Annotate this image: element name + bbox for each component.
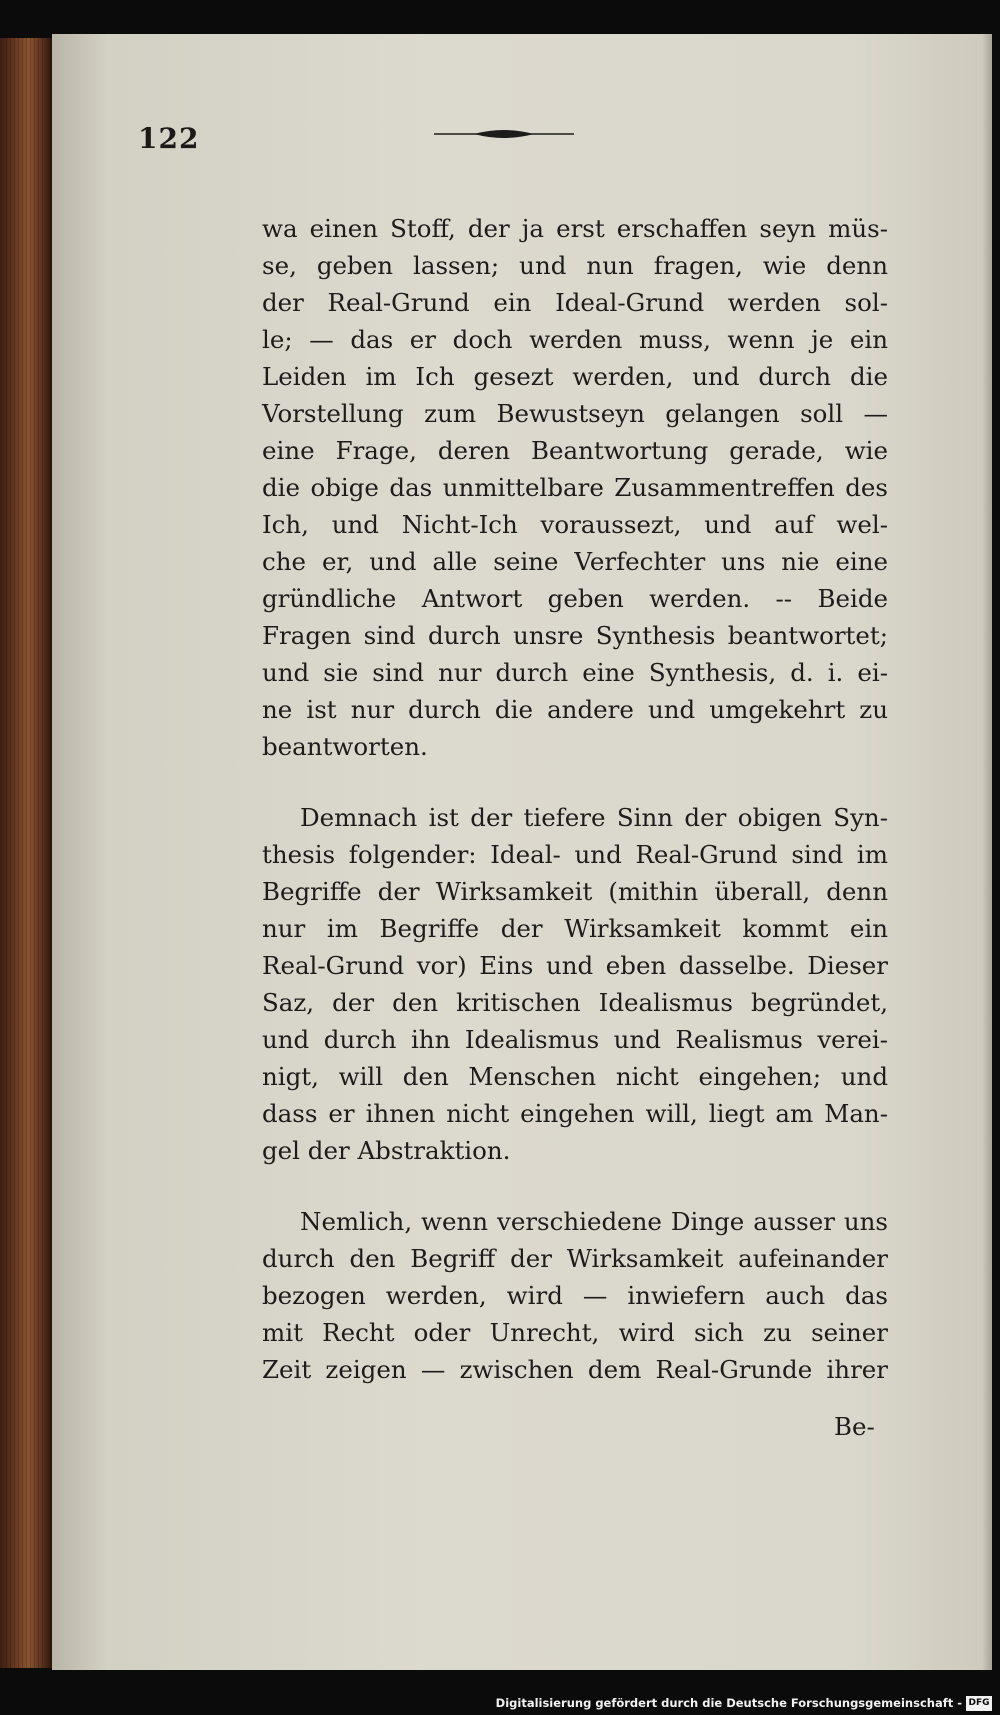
paragraph	[262, 210, 888, 765]
text-line: Nemlich, wenn verschiedene Dinge ausser uns	[300, 1207, 888, 1236]
text-line: Zeit zeigen — zwischen dem Real-Grunde ihrer	[262, 1355, 888, 1384]
text-line: Fragen sind durch unsre Synthesis beantwortet;	[262, 621, 888, 650]
text-line: le; — das er doch werden muss, wenn je ein	[262, 325, 888, 354]
paragraph-gap	[262, 1169, 888, 1203]
text-line: gründliche Antwort geben werden. -- Beide	[262, 584, 888, 613]
text-line: thesis folgender: Ideal- und Real-Grund sind im	[262, 840, 888, 869]
text-line: Begriffe der Wirksamkeit (mithin überall, denn	[262, 877, 888, 906]
text-line: wa einen Stoff, der ja erst erschaffen seyn müs-	[262, 214, 888, 243]
text-line: nur im Begriffe der Wirksamkeit kommt ein	[262, 914, 888, 943]
text-line: bezogen werden, wird — inwiefern auch das	[262, 1281, 888, 1310]
dfg-logo-icon: DFG	[966, 1696, 992, 1711]
text-line: Ich, und Nicht-Ich voraussezt, und auf wel-	[262, 510, 888, 539]
book-page-edges	[6, 38, 46, 1668]
text-line: Real-Grund vor) Eins und eben dasselbe. Dieser	[262, 951, 888, 980]
text-line: nigt, will den Menschen nicht eingehen; und	[262, 1062, 888, 1091]
text-line: Leiden im Ich gesezt werden, und durch die	[262, 362, 888, 391]
page-number: 122	[138, 122, 200, 155]
paragraph	[262, 799, 888, 1169]
text-line: und durch ihn Idealismus und Realismus verei-	[262, 1025, 888, 1054]
text-line: und sie sind nur durch eine Synthesis, d. i. ei-	[262, 658, 888, 687]
text-line: beantworten.	[262, 732, 428, 761]
header-ornament-icon	[434, 128, 574, 140]
page-gutter-shadow	[982, 34, 992, 1670]
text-line: die obige das unmittelbare Zusammentreffen des	[262, 473, 888, 502]
text-line: durch den Begriff der Wirksamkeit aufeinander	[262, 1244, 888, 1273]
text-line: se, geben lassen; und nun fragen, wie denn	[262, 251, 888, 280]
paragraph-gap	[262, 765, 888, 799]
page-text	[262, 210, 888, 1388]
footer-credit: Digitalisierung gefördert durch die Deutsche Forschungsgemeinschaft -	[495, 1696, 962, 1710]
text-line: der Real-Grund ein Ideal-Grund werden sol-	[262, 288, 888, 317]
paragraph	[262, 1203, 888, 1388]
text-line: eine Frage, deren Beantwortung gerade, wie	[262, 436, 888, 465]
text-line: dass er ihnen nicht eingehen will, liegt am Man-	[262, 1099, 888, 1128]
text-line: Vorstellung zum Bewustseyn gelangen soll —	[262, 399, 888, 428]
text-line: che er, und alle seine Verfechter uns nie eine	[262, 547, 888, 576]
text-line: gel der Abstraktion.	[262, 1136, 511, 1165]
footer-bar	[0, 1693, 1000, 1715]
text-line: Saz, der den kritischen Idealismus begründet,	[262, 988, 888, 1017]
text-line: ne ist nur durch die andere und umgekehrt zu	[262, 695, 888, 724]
page-header	[138, 122, 898, 162]
text-line: mit Recht oder Unrecht, wird sich zu seiner	[262, 1318, 888, 1347]
text-line: Demnach ist der tiefere Sinn der obigen Syn-	[300, 803, 888, 832]
catchword: Be-	[834, 1412, 875, 1441]
